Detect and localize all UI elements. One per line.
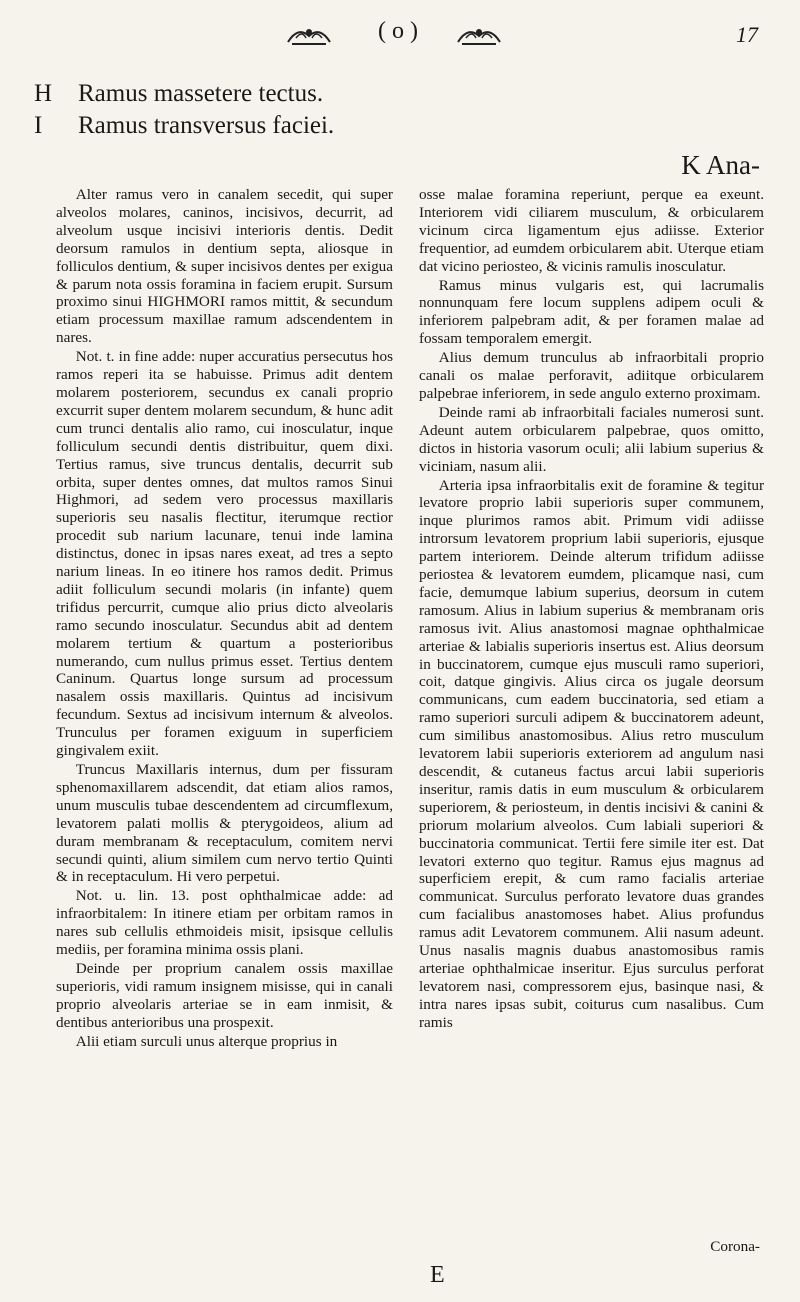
page-number: 17: [736, 22, 758, 47]
paragraph: Alter ramus vero in canalem secedit, qui super alveolos molares, caninos, incisivos, decurrit, ad alveolum usque incisivi interioris dentis. Dedit deorsum ramulos in dentium septa, aliosque in folliculos dentium, & super incisivos dentes per exigua & parum nota ossis foramina in faciem erupit. Sursum proximo sinui HIGHMORI ramos mittit, & secundum etiam processum maxillae ramum adscendentem in nares.: [56, 186, 393, 347]
paragraph: Not. u. lin. 13. post ophthalmicae adde: ad infraorbitalem: In itinere etiam per orbitam ramos in nares sub cellulis ethmoideis misit, ipsisque cellulis mediis, per foramina minima ossis plani.: [56, 887, 393, 959]
legend-text: Ramus massetere tectus.: [78, 80, 324, 107]
catchword-bottom: Corona-: [710, 1238, 760, 1255]
paragraph: osse malae foramina reperiunt, perque ea exeunt. Interiorem vidi ciliarem musculum, & orbicularem vicinum circa ligamentum ejus adiisse. Exterior frequentior, ad eumdem orbicularem abit. Uterque etiam dat vicino periosteo, & vicinis ramulis inosculatur.: [419, 186, 764, 275]
paragraph: Alii etiam surculi unus alterque proprius in: [75, 1032, 338, 1050]
page-mark: (o): [378, 18, 424, 44]
legend-letter: H: [34, 80, 53, 107]
paragraph: Deinde per proprium canalem ossis maxillae superioris, vidi ramum insignem misisse, qui in canali proprio alveolaris arteriae se in eam inmisit, & dentibus anterioribus una prospexit.: [56, 959, 393, 1031]
floral-ornament-icon: [456, 22, 502, 48]
legend-item: [34, 110, 534, 142]
left-column: [56, 186, 393, 1051]
figure-legend: [34, 78, 534, 142]
page-header: [0, 18, 800, 54]
legend-letter: I: [34, 112, 43, 139]
paragraph: Truncus Maxillaris internus, dum per fissuram sphenomaxillarem adscendit, dat etiam alios ramos, unum musculis tubae descendentem ad circumflexum, levatorem palati mollis & pterygoideos, alium ad duram membranam & receptaculum, comitem nervi secundi quinti, alium similem cum nervo tertio Quinti & in receptaculum. Hi vero perpetui.: [56, 761, 393, 886]
paragraph: Ramus minus vulgaris est, qui lacrumalis nonnunquam fere locum supplens adipem oculi & inferiorem palpebram adit, & per foramen malae ad fossam temporalem emergit.: [419, 276, 764, 348]
paragraph: Arteria ipsa infraorbitalis exit de foramine & tegitur levatore proprio labii superioris super communem, inque plurimos ramos abit. Primum vidi adiisse introrsum levatorem proprium labii superioris, ejusque partem interiorem. Deinde alterum trifidum adiisse periostea & levatorem eumdem, plicamque nasi, cum facie, demumque labium superius, deorsum in cutem ramosum. Alius in labium superius & membranam oris ramosus ivit. Alius anastomosi magnae ophthalmicae arteriae & labialis superioris insertus est. Alius deorsum in buccinatorem, cumque ejus musculi ramo superiori, coit, datque gingivis. Alius circa os jugale deorsum communicans, cum eadem buccinatoria, sed etiam a ramo superiori surculi adipem & buccinatorem adeunt, cum similibus anastomosibus. Alius retro musculum levatorem labii superioris exteriorem ad angulum nasi descendit, & cutaneus factus arcui labii superioris inseritur, ramis datis in eum musculum & orbicularem superiorem, & periosteum, in dentis incisivi & canini & priorum molarium alveolos. Cum labiali superiori & buccinatoria communicat. Tertii fere simile iter est. Dat levatori externo quo tegitur. Ramus ejus magnus ad superficiem erepit, & cum ramo facialis arteriae communicat. Surculus perforato levatore duas grandes cum facialibus anastomoses habet. Alius profundus ramus adit Levatorem communem. Alii nasum adeunt. Unus nasalis magnis duabus anastomosibus ramis arteriae ophthalmicae inseritur. Ejus surculus perforat levatorem nasi, compressorem ejus, basinque nasi, & intra nares ipsas subit, coiturus cum nasalibus. Cum ramis: [419, 476, 764, 1031]
legend-text: Ramus transversus faciei.: [78, 112, 335, 139]
signature-mark: E: [430, 1262, 445, 1288]
right-column: [419, 186, 764, 1032]
floral-ornament-icon: [286, 22, 332, 48]
paragraph: Alius demum trunculus ab infraorbitali proprio canali os malae perforavit, adiitque orbicularem palpebrae inferiorem, in sede angulo externo proximam.: [419, 349, 764, 402]
catchword-top: K Ana-: [681, 150, 760, 180]
legend-item: [34, 78, 534, 110]
paragraph: Deinde rami ab infraorbitali faciales numerosi sunt. Adeunt autem orbicularem palpebrae, quos omitto, dictos in historia vasorum oculi; alii labium superius & viciniam, nasum alii.: [419, 403, 764, 475]
paragraph: Not. t. in fine adde: nuper accuratius persecutus hos ramos reperi ita se habuisse. Primus adit dentem molarem posteriorem, secundus ex canali proprio excurrit super dentem molarem secundum, & hunc adit cum trunci dentalis alio ramo, cui inosculatur, inque folliculum secundi dentis distribuitur, quem dixi. Tertius ramus, sive truncus dentalis, decurrit sub orbita, super dentes omnes, dat multos ramos Sinui Highmori, ad sedem vero processus maxillaris superioris seu nasalis flectitur, iterumque rectior procedit sub narium lacunare, tenui inde lamina distinctus, donec in ipsas nares exeat, ad tres a septo narium lineas. In eo itinere hos ramos dedit. Primus adiit folliculum secundi molaris (in infante) quem trifidus percurrit, cumque alio prius dicto alveolaris ramo secundo inosculatur. Secundus abit ad dentem molarem tertium & quartum a posterioribus numerando, cum nullus primus esset. Tertius dentem Caninum. Quartus longe sursum ad processum nasalem ossis maxillaris. Quintus ad incisivum fecundum. Sextus ad incisivum internum & alveolos. Trunculus per foramen exiguum in superficiem gingivalem exiit.: [56, 348, 393, 760]
